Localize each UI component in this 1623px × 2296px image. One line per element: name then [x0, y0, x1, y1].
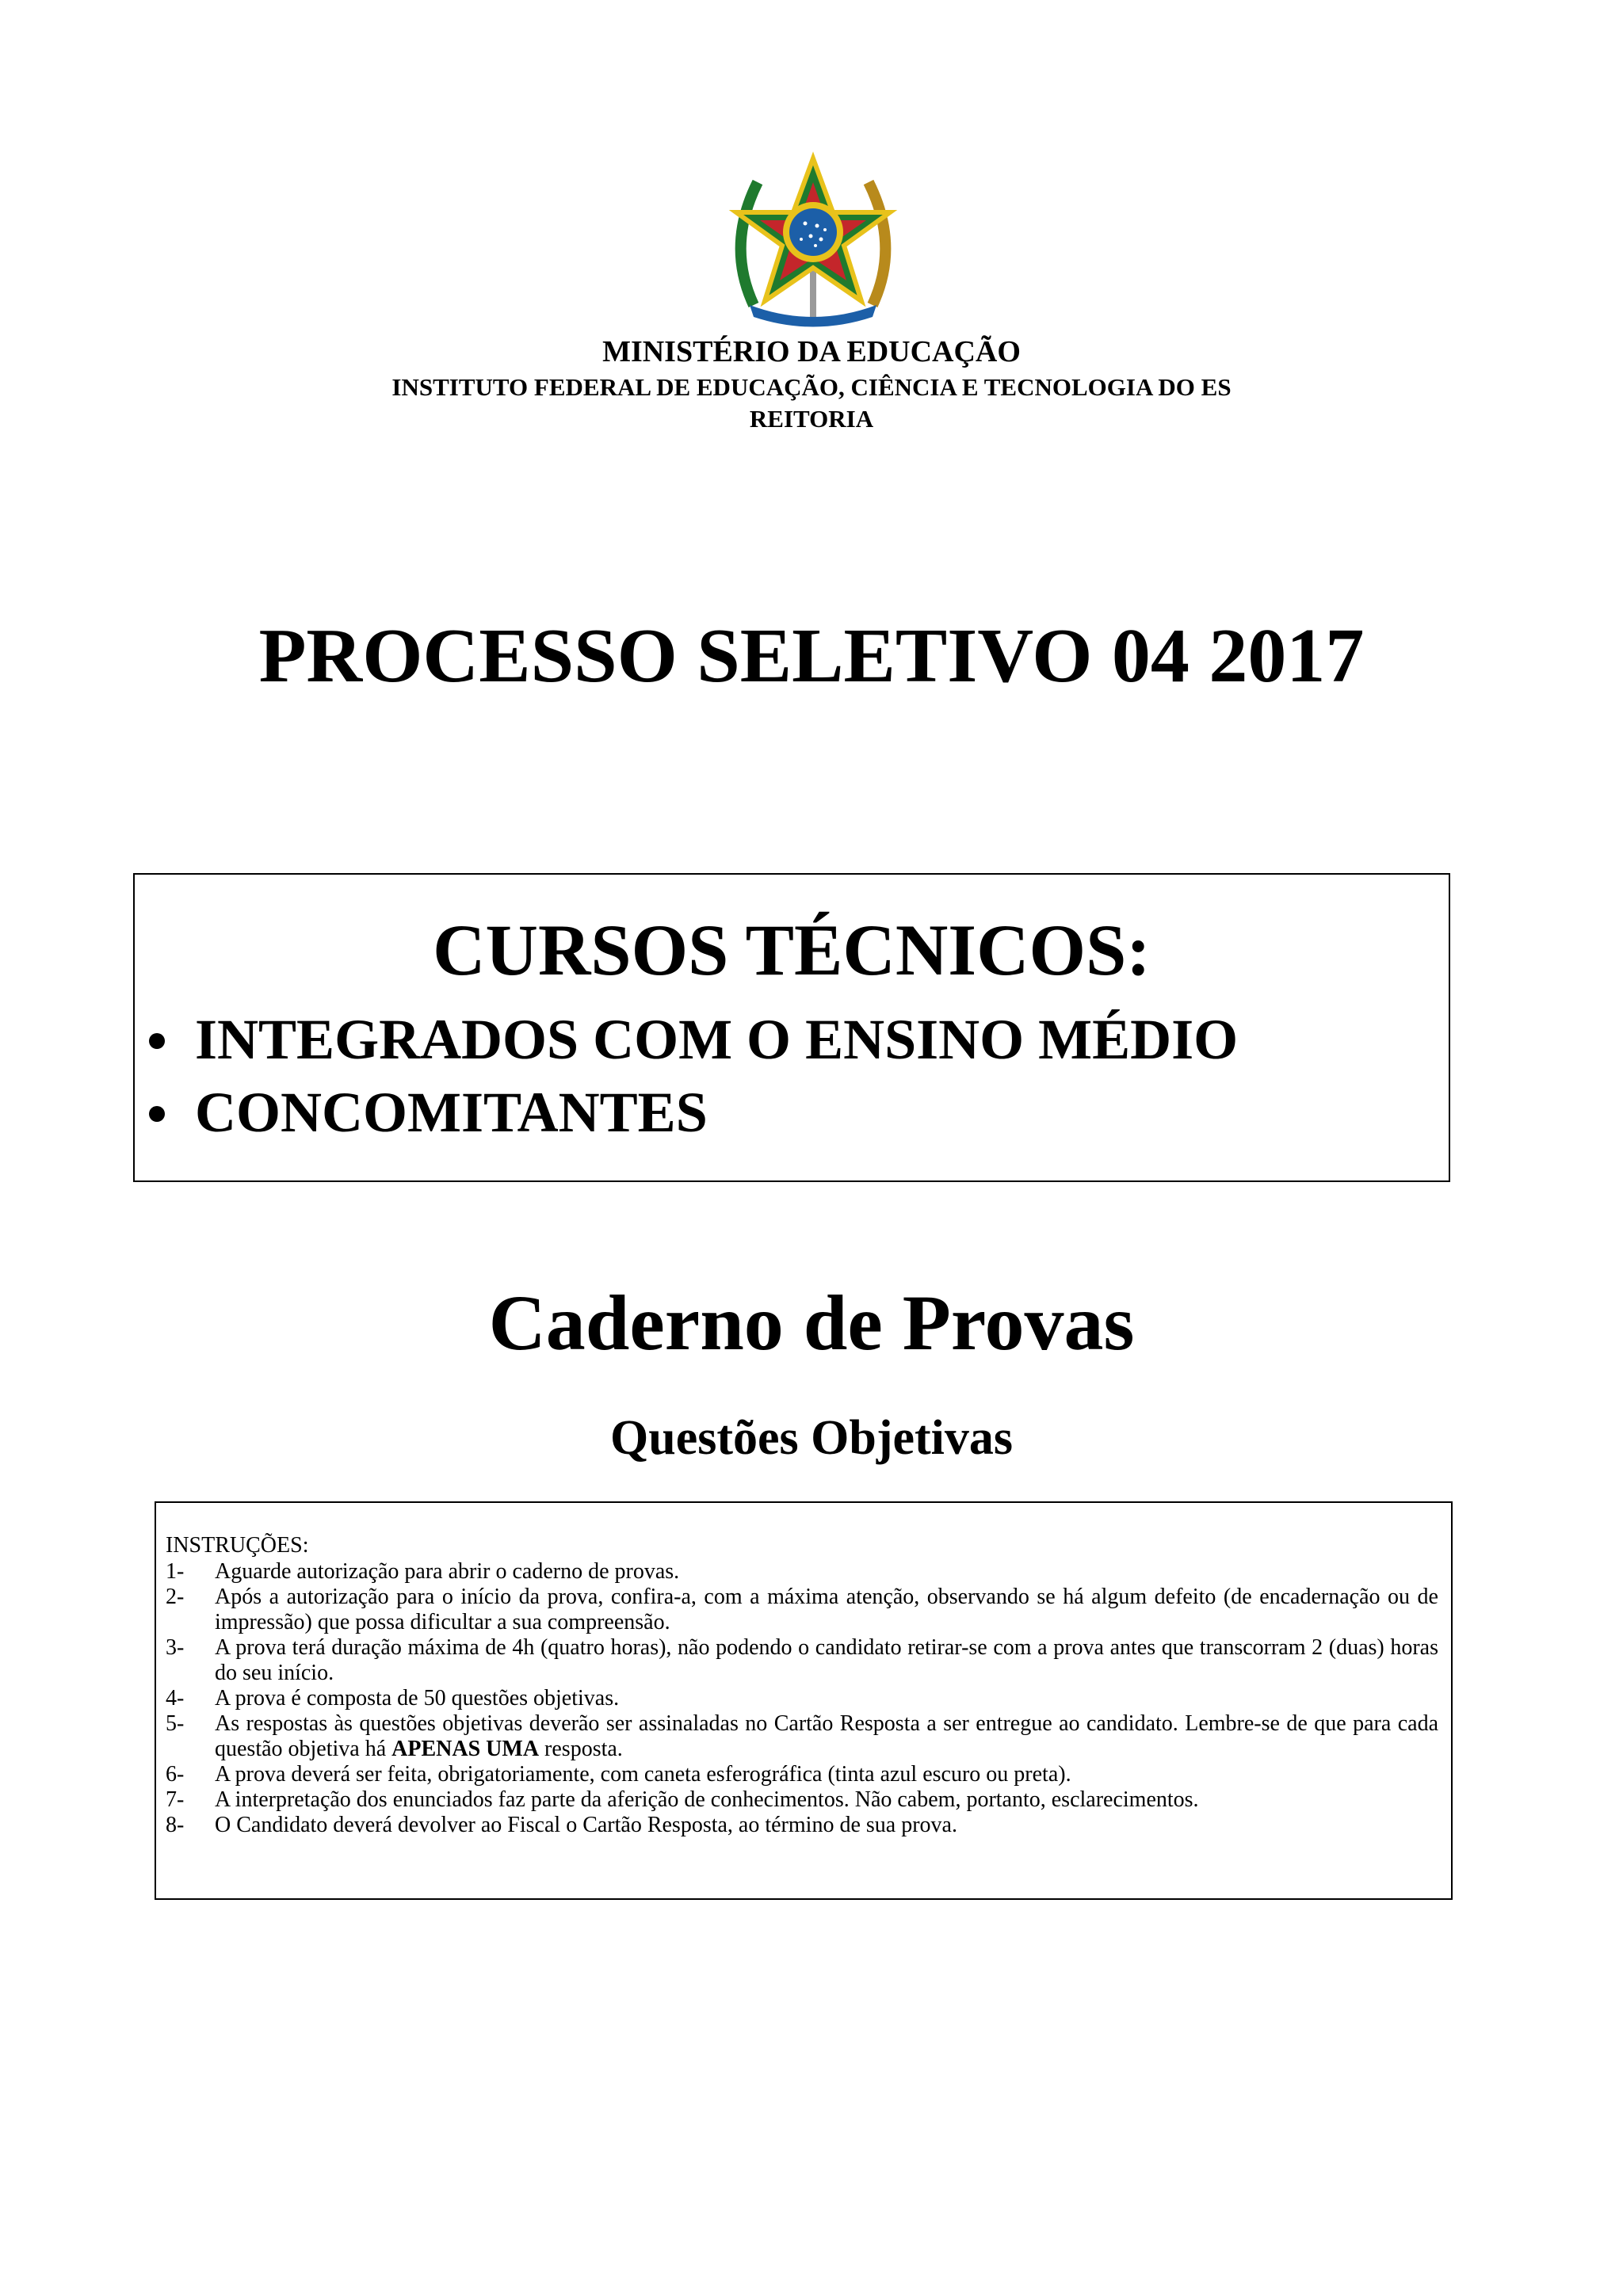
list-item: [166, 1787, 1438, 1813]
item-text: [215, 1711, 1438, 1762]
item-text: A prova terá duração máxima de 4h (quatro horas), não podendo o candidato retirar-se com a prova antes que transcorram 2 (duas) horas do seu início.: [215, 1635, 1438, 1685]
course-item-label: INTEGRADOS COM O ENSINO MÉDIO: [195, 1008, 1239, 1071]
courses-heading: CURSOS TÉCNICOS:: [433, 910, 1151, 990]
item-text: A prova é composta de 50 questões objetivas.: [215, 1686, 620, 1711]
item-text-part: resposta.: [539, 1737, 623, 1761]
booklet-subtitle: Questões Objetivas: [609, 1411, 1014, 1465]
item-text: Após a autorização para o início da prova, confira-a, com a máxima atenção, observando se há algum defeito (de encadernação ou de impressão) que possa dificultar a sua compreensão.: [215, 1585, 1438, 1634]
unit-name: REITORIA: [749, 405, 874, 433]
item-number: 2-: [166, 1585, 185, 1609]
booklet-title: Caderno de Provas: [488, 1279, 1135, 1367]
item-number: 1-: [166, 1559, 185, 1584]
list-item: [166, 1686, 1438, 1711]
item-number: 5-: [166, 1711, 185, 1736]
instructions-box: [155, 1501, 1453, 1900]
item-text-part: As respostas às questões objetivas deverão ser assinaladas no Cartão Resposta a ser entregue ao candidato. Lembre-se de que para cada questão objetiva há: [215, 1711, 1438, 1761]
instructions-heading: INSTRUÇÕES:: [166, 1533, 309, 1558]
brazil-coat-of-arms-icon: [722, 151, 904, 329]
item-text-emphasis: APENAS UMA: [391, 1737, 540, 1761]
item-number: 7-: [166, 1787, 185, 1812]
item-number: 4-: [166, 1686, 185, 1711]
list-item: [135, 1003, 1238, 1076]
courses-list: [135, 1003, 1238, 1149]
courses-box: [133, 873, 1450, 1182]
page-title: PROCESSO SELETIVO 04 2017: [258, 613, 1365, 699]
ministry-name: MINISTÉRIO DA EDUCAÇÃO: [602, 335, 1021, 368]
item-text: Aguarde autorização para abrir o caderno de provas.: [215, 1559, 680, 1584]
list-item: [166, 1635, 1438, 1686]
item-text: A interpretação dos enunciados faz parte da aferição de conhecimentos. Não cabem, portanto, esclarecimentos.: [215, 1787, 1199, 1812]
item-text: A prova deverá ser feita, obrigatoriamente, com caneta esferográfica (tinta azul escuro ou preta).: [215, 1762, 1071, 1787]
bullet-icon: [149, 1033, 165, 1049]
item-text: O Candidato deverá devolver ao Fiscal o Cartão Resposta, ao término de sua prova.: [215, 1813, 957, 1837]
item-number: 6-: [166, 1762, 185, 1787]
list-item: [166, 1585, 1438, 1635]
item-number: 8-: [166, 1813, 185, 1837]
item-number: 3-: [166, 1635, 185, 1660]
course-item-label: CONCOMITANTES: [195, 1081, 708, 1144]
institute-name: INSTITUTO FEDERAL DE EDUCAÇÃO, CIÊNCIA E TECNOLOGIA DO ES: [391, 373, 1232, 401]
list-item: [166, 1762, 1438, 1787]
list-item: [166, 1813, 1438, 1838]
list-item: [166, 1711, 1438, 1762]
list-item: [135, 1076, 1238, 1149]
bullet-icon: [149, 1106, 165, 1122]
list-item: [166, 1559, 1438, 1585]
